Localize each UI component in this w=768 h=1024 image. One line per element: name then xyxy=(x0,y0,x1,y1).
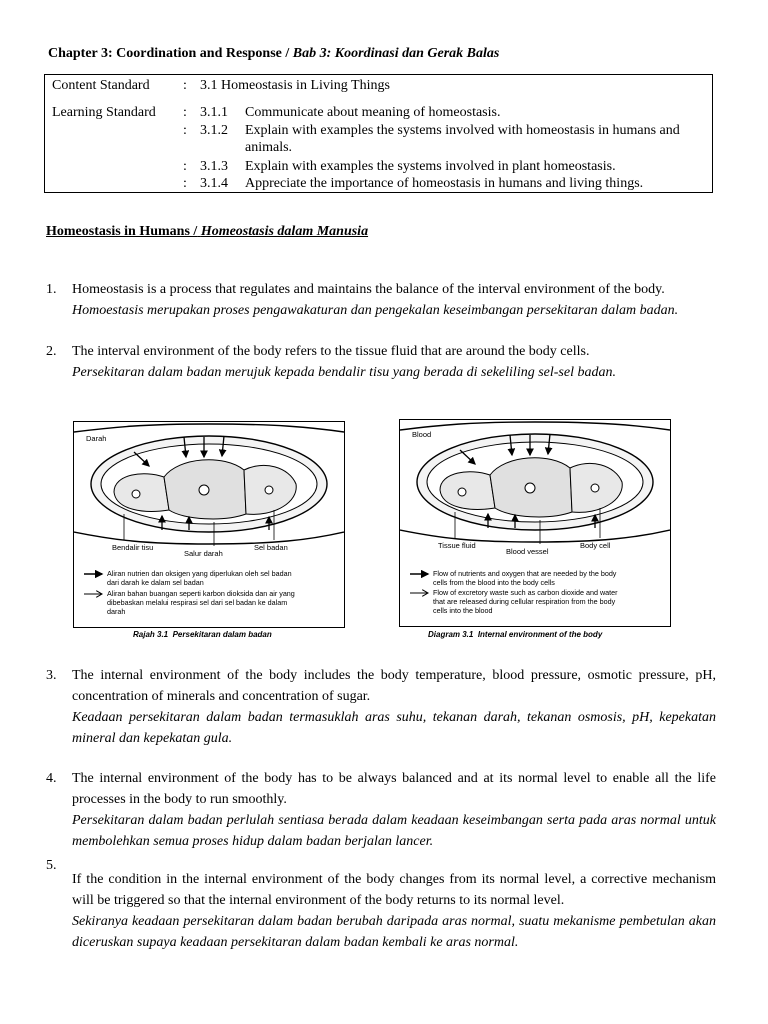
list-text-en: If the condition in the internal environment of the body changes from its normal level, a corrective mechanism will be triggered so that the internal environment of the body returns to its normal level. xyxy=(72,872,716,908)
list-number: 5. xyxy=(46,858,57,873)
standard-text: Explain with examples the systems involved with homeostasis in humans and xyxy=(245,123,680,138)
label-blood-vessel: Salur darah xyxy=(184,549,223,558)
list-text-ms: Sekiranya keadaan persekitaran dalam badan berubah daripada aras normal, suatu mekanisme pembetulan akan diceruskan supaya keadaan persekitaran dalam badan kembali ke aras normal. xyxy=(72,914,716,950)
legend-text: Flow of nutrients and oxygen that are needed by the body xyxy=(433,569,617,578)
list-text-ms: Homoestasis merupakan proses pengawakaturan dan pengekalan keseimbangan persekitaran dalam badan. xyxy=(72,303,679,318)
legend-text: Aliran nutrien dan oksigen yang diperlukan oleh sel badan xyxy=(107,569,292,578)
label-tissue-fluid: Tissue fluid xyxy=(438,541,476,550)
colon: : xyxy=(183,78,187,93)
legend-text: that are released during cellular respiration from the body xyxy=(433,597,616,606)
list-text-ms: Keadaan persekitaran dalam badan termasuklah aras suhu, tekanan darah, tekanan osmosis, pH, kepekatan mineral dan kepekatan gula. xyxy=(72,710,716,746)
list-text-en: The interval environment of the body refers to the tissue fluid that are around the body cells. xyxy=(72,344,590,359)
diagram-malay xyxy=(73,421,345,628)
chapter-title-ms: Bab 3: Koordinasi dan Gerak Balas xyxy=(292,46,500,61)
legend-text: dari darah ke dalam sel badan xyxy=(107,578,204,587)
list-text-en: Homeostasis is a process that regulates and maintains the balance of the interval environment of the body. xyxy=(72,282,665,297)
chapter-title xyxy=(48,46,499,62)
colon: : xyxy=(183,176,187,191)
list-item xyxy=(46,341,716,383)
list-number: 4. xyxy=(46,771,57,786)
standard-code: 3.1.4 xyxy=(200,176,228,191)
list-item xyxy=(46,665,716,749)
list-text-ms: Persekitaran dalam badan merujuk kepada bendalir tisu yang berada di sekeliling sel-sel badan. xyxy=(72,365,616,380)
list-item xyxy=(46,855,716,953)
figure-caption-english xyxy=(428,630,602,639)
label-blood: Blood xyxy=(412,430,432,439)
chapter-title-en: Chapter 3: Coordination and Response / xyxy=(48,46,290,61)
standard-text: Communicate about meaning of homeostasis. xyxy=(245,105,501,120)
section-heading-ms: Homeostasis dalam Manusia xyxy=(200,224,369,239)
legend-text: dibebaskan melalui respirasi sel dari sel badan ke dalam xyxy=(107,598,288,607)
standard-text-continued: animals. xyxy=(245,140,293,155)
list-number: 1. xyxy=(46,282,57,297)
standards-table xyxy=(44,74,713,193)
standard-code: 3.1.1 xyxy=(200,105,228,120)
colon: : xyxy=(183,159,187,174)
label-blood-vessel: Blood vessel xyxy=(506,547,549,556)
legend-text: Flow of excretory waste such as carbon dioxide and water xyxy=(433,588,618,597)
list-text-en: The internal environment of the body includes the body temperature, blood pressure, osmotic pressure, pH, concentration of minerals and concentration of sugar. xyxy=(72,668,716,704)
label-body-cell: Sel badan xyxy=(254,543,288,552)
caption-text: Internal environment of the body xyxy=(477,630,603,639)
figure-caption-malay xyxy=(133,630,272,639)
content-standard-text: 3.1 Homeostasis in Living Things xyxy=(200,78,390,93)
colon: : xyxy=(183,105,187,120)
standard-code: 3.1.3 xyxy=(200,159,228,174)
standard-code: 3.1.2 xyxy=(200,123,228,138)
legend-text: darah xyxy=(107,607,126,616)
list-text-en: The internal environment of the body has to be always balanced and at its normal level to enable all the life processes in the body to run smoothly. xyxy=(72,771,716,807)
legend-text: cells into the blood xyxy=(433,606,493,615)
content-standard-label: Content Standard xyxy=(52,78,150,93)
colon: : xyxy=(183,123,187,138)
list-number: 3. xyxy=(46,668,57,683)
legend-text: cells from the blood into the body cells xyxy=(433,578,555,587)
label-body-cell: Body cell xyxy=(580,541,611,550)
caption-text: Persekitaran dalam badan xyxy=(172,630,272,639)
list-text-ms: Persekitaran dalam badan perlulah sentiasa berada dalam keadaan keseimbangan serta pada aras normal untuk membolehkan semua proses hidup dalam badan berjalan lancer. xyxy=(72,813,716,849)
learning-standard-label: Learning Standard xyxy=(52,105,156,120)
label-blood: Darah xyxy=(86,434,107,443)
label-tissue-fluid: Bendalir tisu xyxy=(112,543,154,552)
caption-number: Diagram 3.1 xyxy=(428,630,474,639)
caption-number: Rajah 3.1 xyxy=(133,630,169,639)
standard-text: Explain with examples the systems involved in plant homeostasis. xyxy=(245,159,616,174)
list-item xyxy=(46,768,716,852)
list-item xyxy=(46,279,716,321)
section-heading xyxy=(46,224,368,240)
standard-text: Appreciate the importance of homeostasis in humans and living things. xyxy=(245,176,644,191)
legend-text: Aliran bahan buangan seperti karbon dioksida dan air yang xyxy=(107,589,295,598)
diagram-english xyxy=(399,419,671,627)
list-number: 2. xyxy=(46,344,57,359)
section-heading-en: Homeostasis in Humans / xyxy=(46,224,198,239)
